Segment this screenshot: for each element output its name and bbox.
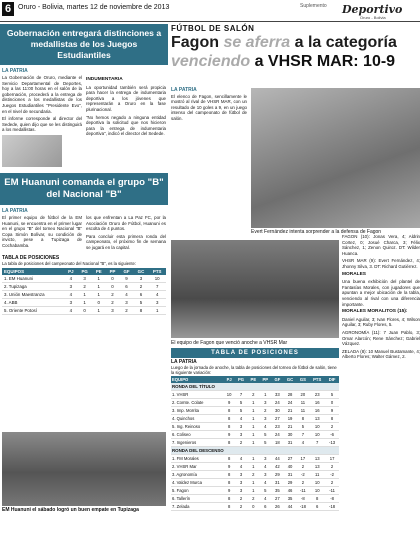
pos-header-cell: PTS	[309, 376, 325, 383]
table-cell: 46	[284, 487, 297, 495]
table-cell: 7. Zelada	[171, 503, 224, 511]
table-cell: 21	[284, 407, 297, 415]
table-cell: 4	[148, 290, 166, 298]
table-cell: 28	[284, 391, 297, 399]
table-cell: 27	[271, 415, 283, 423]
table-cell: -8	[297, 495, 310, 503]
table-cell: 20	[297, 391, 310, 399]
table-cell: 3. Agronomía	[171, 471, 224, 479]
table-cell: 3	[259, 415, 271, 423]
headline2-highlight: venciendo	[171, 53, 251, 70]
std-header-cell: PE	[92, 268, 106, 275]
table-cell: 6. Tallerín	[171, 495, 224, 503]
table-cell: 3	[259, 455, 271, 463]
table-cell: 1	[77, 290, 91, 298]
table-cell: 3	[235, 423, 248, 431]
table-cell: 5. Fagon	[171, 487, 224, 495]
table-cell: 0	[325, 399, 339, 407]
article3-tag: LA PATRIA	[171, 87, 197, 93]
table-cell: -2	[297, 471, 310, 479]
table-cell: 1. EM Huanuni	[2, 275, 64, 283]
table-cell: -18	[325, 503, 339, 511]
table-cell: 30	[284, 431, 297, 439]
table-cell: 5	[134, 298, 149, 306]
round-label: RONDA DEL TÍTULO	[171, 383, 339, 391]
table-cell: 2	[247, 471, 259, 479]
table-cell: -13	[325, 439, 339, 447]
table-row	[2, 306, 166, 314]
table-cell: 0	[106, 282, 120, 290]
morales-subhead: MORALES	[342, 271, 366, 277]
table-row	[171, 391, 339, 399]
table-cell: 3. Unión Maestranza	[2, 290, 64, 298]
std-header-cell: GC	[134, 268, 149, 275]
table-row	[171, 455, 339, 463]
table-cell: 16	[309, 399, 325, 407]
table-cell: 40	[284, 463, 297, 471]
table-cell: -11	[325, 487, 339, 495]
table-cell: 2. Tupizaga	[2, 282, 64, 290]
std-header-cell: PP	[106, 268, 120, 275]
table-cell: 4. ABB	[2, 298, 64, 306]
table-cell: 6	[119, 282, 133, 290]
table-cell: 24	[271, 431, 283, 439]
article1-photo	[2, 135, 62, 167]
table-cell: 2. Comte. Colate	[171, 399, 224, 407]
table-row	[171, 439, 339, 447]
table-cell: 1	[259, 391, 271, 399]
table-cell: 5	[297, 423, 310, 431]
table-cell: 5	[259, 431, 271, 439]
standings-right-tag: LA PATRIA	[171, 359, 197, 365]
table-cell: 0	[92, 298, 106, 306]
table-cell: 8	[134, 306, 149, 314]
headline-highlight: se aferra	[223, 34, 291, 51]
table-cell: 1	[247, 487, 259, 495]
table-cell: 3	[259, 399, 271, 407]
table-cell: 8	[224, 423, 235, 431]
table-cell: 44	[271, 455, 283, 463]
table-cell: 2	[297, 463, 310, 471]
table-cell: 27	[271, 495, 283, 503]
table-cell: 1	[247, 399, 259, 407]
table-cell: 4	[235, 463, 248, 471]
table-cell: 5	[235, 407, 248, 415]
table-cell: 10	[148, 275, 166, 283]
table-row	[171, 487, 339, 495]
table-cell: 8	[297, 415, 310, 423]
table-cell: 3. Imp. Morrita	[171, 407, 224, 415]
action-photo	[251, 88, 420, 228]
table-cell: 13	[309, 415, 325, 423]
table-cell: 10	[309, 423, 325, 431]
moralitos-lineup: Daniel Aguilar, 3; Ivan Flores, 4; Wilson Aguilar, 3; Ruby Flores, 5.	[342, 316, 420, 328]
table-row	[171, 471, 339, 479]
table-cell: 8	[224, 503, 235, 511]
table-cell: 4. Valdez Murca	[171, 479, 224, 487]
table-cell: 8	[224, 415, 235, 423]
table-cell: 4	[297, 439, 310, 447]
table-cell: 3	[235, 479, 248, 487]
table-cell: 1	[148, 306, 166, 314]
table-cell: -2	[325, 471, 339, 479]
dateline: Oruro - Bolivia, martes 12 de noviembre de 2013	[18, 4, 170, 11]
table-cell: 16	[309, 407, 325, 415]
table-cell: 5	[259, 439, 271, 447]
table-cell: 2	[106, 298, 120, 306]
article3-headline-line1	[171, 34, 420, 52]
table-cell: 1	[92, 290, 106, 298]
table-cell: 1	[247, 423, 259, 431]
table-cell: 1	[92, 275, 106, 283]
table-cell: 8	[325, 415, 339, 423]
table-cell: 31	[271, 479, 283, 487]
table-cell: 31	[284, 439, 297, 447]
article3-headline-line2	[171, 53, 420, 71]
table-cell: -18	[297, 503, 310, 511]
table-cell: 4	[64, 290, 77, 298]
table-cell: 5. Oriente Potosí	[2, 306, 64, 314]
table-cell: 23	[271, 423, 283, 431]
table-cell: 24	[284, 399, 297, 407]
table-cell: 5	[235, 399, 248, 407]
table-cell: 3	[235, 431, 248, 439]
std-header-cell: EQUIPOS	[2, 268, 64, 275]
table-cell: 5. Ing. Reinoso	[171, 423, 224, 431]
table-cell: 3	[64, 282, 77, 290]
article1-col2-p1: La oportunidad también será propicia para hacer la entrega de indumentaria deportiva a los jóvenes que representarán a Oruro en la fase plurinacional.	[86, 84, 166, 112]
table-cell: 11	[297, 399, 310, 407]
table-cell: 8	[224, 407, 235, 415]
huanuni-photo-caption: EM Huanuni el sábado logró un buen empate en Tupizaga	[2, 507, 139, 513]
table-cell: 4	[119, 290, 133, 298]
table-cell: 9	[224, 487, 235, 495]
table-cell: 17	[297, 455, 310, 463]
table-row	[171, 495, 339, 503]
table-cell: 24	[271, 399, 283, 407]
table-row	[171, 399, 339, 407]
table-cell: 3	[235, 471, 248, 479]
moralitos-subhead: MORALES MORALITOS (15):	[342, 309, 408, 315]
table-cell: 2	[247, 391, 259, 399]
table-cell: 29	[271, 471, 283, 479]
table-cell: 4	[259, 423, 271, 431]
table-cell: 8	[309, 495, 325, 503]
table-cell: 3	[259, 471, 271, 479]
table-cell: 0	[247, 503, 259, 511]
action-photo-caption: Evert Fernández intenta sorprender a la defensa de Fagon	[251, 229, 382, 235]
table-cell: 4	[259, 479, 271, 487]
table-cell: 1	[92, 282, 106, 290]
table-cell: 1	[77, 298, 91, 306]
table-cell: 31	[284, 471, 297, 479]
table-row	[2, 282, 166, 290]
table-cell: -6	[325, 431, 339, 439]
article1-headline: Gobernación entregará distinciones a medallistas de los Juegos Estudiantiles	[0, 24, 168, 65]
table-cell: 1	[247, 439, 259, 447]
table-cell: 2	[325, 479, 339, 487]
table-cell: 33	[271, 391, 283, 399]
table-cell: 4	[235, 415, 248, 423]
right-area	[171, 24, 420, 546]
table-cell: 8	[224, 495, 235, 503]
headline2-post: a VHSR MAR: 10-9	[250, 53, 396, 70]
table-cell: 29	[284, 479, 297, 487]
round-label: RONDA DEL DESCENSO	[171, 447, 339, 455]
table-cell: 2	[235, 439, 248, 447]
std-header-cell: PJ	[64, 268, 77, 275]
table-cell: -11	[297, 487, 310, 495]
table-cell: 2	[235, 503, 248, 511]
table-cell: 5	[325, 391, 339, 399]
pos-header-cell: GS	[297, 376, 310, 383]
table-cell: 4	[259, 463, 271, 471]
table-cell: 35	[284, 495, 297, 503]
table-row	[171, 503, 339, 511]
table-cell: 9	[224, 431, 235, 439]
table-cell: 7	[235, 391, 248, 399]
table-cell: 2	[77, 282, 91, 290]
table-cell: 30	[271, 407, 283, 415]
table-cell: 3	[134, 275, 149, 283]
article1-tag: LA PATRIA	[2, 68, 28, 74]
table-row	[2, 298, 166, 306]
table-row	[2, 275, 166, 283]
pos-header-cell: DIF	[325, 376, 339, 383]
article1-body	[0, 75, 168, 169]
table-cell: 26	[271, 503, 283, 511]
pos-header-cell: PG	[235, 376, 248, 383]
table-cell: 1	[247, 479, 259, 487]
lineup-vhsr: VHSR MAR (9): Evert Fernández, 4; Jhonny Silva, 3. DT: Richard Gutiérrez.	[342, 258, 420, 269]
std-header-cell: PTS	[148, 268, 166, 275]
section-label: FÚTBOL DE SALÓN	[171, 24, 255, 33]
table-cell: 35	[271, 487, 283, 495]
article1-col1-p1: La Gobernación de Oruro, mediante el Servicio Departamental de Deportes, hoy a las 11:00 horas en el salón de la gobernación, procederá a la entrega de distinciones a los medallistas de los Juegos Estudiantiles "Presidente Evo", en el nivel de secundaria.	[2, 75, 82, 114]
table-cell: 2	[247, 495, 259, 503]
table-cell: 8	[224, 479, 235, 487]
table-cell: 11	[297, 407, 310, 415]
table-row	[171, 479, 339, 487]
pos-header-cell: EQUIPO	[171, 376, 224, 383]
table-cell: 4	[259, 495, 271, 503]
table-cell: 2	[325, 463, 339, 471]
table-cell: 2	[235, 495, 248, 503]
pos-header-cell: GC	[284, 376, 297, 383]
table-cell: 19	[284, 415, 297, 423]
table-cell: 8	[224, 455, 235, 463]
standings-right-table	[171, 376, 339, 511]
standings-right-note: Luego de la jornada de anoche, la tabla de posiciones del torneo de fútbol de salón, tiene la siguiente variación:	[171, 365, 337, 375]
table-cell: 2. VHSR Mar	[171, 463, 224, 471]
table-cell: 9	[224, 399, 235, 407]
table-row	[171, 415, 339, 423]
table-cell: 1	[92, 306, 106, 314]
table-cell: 7. Ingenieros	[171, 439, 224, 447]
table-cell: 4	[235, 455, 248, 463]
table-cell: 3	[106, 306, 120, 314]
table-cell: 1	[247, 455, 259, 463]
table-row	[171, 431, 339, 439]
article2-tag: LA PATRIA	[2, 207, 28, 214]
table-cell: 9	[325, 407, 339, 415]
table-cell: 7	[148, 282, 166, 290]
article2-col1-p1: El primer equipo de fútbol de la EM Huanuni, se encuentra en el primer lugar en el grupo "B" del torneo Nacional "B" Copa Simón Bolívar, su condición de invicto, pese a Tupizaga de Cochabamba.	[2, 214, 82, 248]
table-cell: 2	[106, 290, 120, 298]
table-cell: 4	[64, 306, 77, 314]
table-row	[171, 423, 339, 431]
table-cell: 3	[119, 298, 133, 306]
agronomia-lineup: AGRONOMÍA (11): 7 Juan Pablo, 3; Omar Alarcón; Rene Sánchez; Gabriel Vázquez.	[342, 329, 420, 347]
article1-subhead: INDUMENTARIA	[86, 77, 123, 82]
table-cell: 2	[259, 407, 271, 415]
headline-post: a la categoría	[290, 34, 397, 51]
article2-col2-p2: Para concluir esta primera ronda del campeonato, el próximo fin de semana se jugará en la capital.	[86, 233, 166, 250]
table-cell: 2	[297, 479, 310, 487]
table-cell: 6	[259, 503, 271, 511]
table-cell: 3	[235, 487, 248, 495]
table-cell: 13	[309, 463, 325, 471]
table-cell: 21	[284, 423, 297, 431]
fagon-photo-caption: El equipo de Fagon que venció anoche a VHSR Mar	[171, 340, 288, 346]
table-cell: 11	[309, 471, 325, 479]
table-cell: 9	[119, 275, 133, 283]
table-cell: 1	[247, 431, 259, 439]
article2-body	[0, 215, 168, 253]
table-cell: 42	[271, 463, 283, 471]
pos-header-cell: PP	[259, 376, 271, 383]
logo-small-text: Suplemento	[300, 3, 327, 9]
pos-header-cell: PJ	[224, 376, 235, 383]
table-cell: 8	[224, 439, 235, 447]
table-cell: 7	[297, 431, 310, 439]
table-cell: 3	[77, 275, 91, 283]
std-header-cell: PG	[77, 268, 91, 275]
table-cell: 0	[77, 306, 91, 314]
standings-right	[171, 358, 339, 511]
page-header	[0, 0, 420, 22]
standings-left-title: TABLA DE POSICIONES	[2, 254, 60, 261]
table-cell: 2	[325, 423, 339, 431]
table-cell: 4. Quinchos	[171, 415, 224, 423]
table-cell: 6	[134, 290, 149, 298]
table-row	[2, 290, 166, 298]
table-cell: -8	[325, 495, 339, 503]
table-cell: 10	[224, 391, 235, 399]
table-cell: 6	[309, 503, 325, 511]
std-header-cell: GF	[119, 268, 133, 275]
table-cell: 9	[224, 463, 235, 471]
huanuni-team-photo	[2, 432, 166, 506]
table-row	[171, 407, 339, 415]
table-cell: 17	[325, 455, 339, 463]
logo-subtitle: Oruro - Bolivia	[360, 15, 386, 20]
table-cell: 0	[106, 275, 120, 283]
pos-header-cell: PE	[247, 376, 259, 383]
table-cell: 4	[64, 275, 77, 283]
lineups-column	[342, 234, 420, 362]
page-number: 6	[2, 2, 14, 16]
table-cell: 10	[309, 487, 325, 495]
morales-paragraph: Una buena exhibición del plantel de Fantasías Morales, con jugadores que apuntan a mejor ubicación de la tabla, venciendo al rival con una diferencia importante.	[342, 279, 420, 307]
zelada-lineup: ZELADA (8): 10 Manuel Bustamante, 4; Alberto Flores; Walter Gámez, 2.	[342, 348, 420, 360]
pos-header-cell: GF	[271, 376, 283, 383]
article1-col1-p2: El informe corresponde al director del Sedede, quien dijo que se les distinguirá a los medallistas.	[2, 116, 82, 133]
table-cell: 18	[271, 439, 283, 447]
article1-col2-p2: "No hemos negado a ninguna entidad deportiva la solicitud que nos hicieron para la entrega de indumentaria deportiva", indicó el director del Sedede.	[86, 114, 166, 137]
table-cell: 13	[309, 455, 325, 463]
table-cell: 1	[247, 407, 259, 415]
table-cell: 10	[309, 479, 325, 487]
publication-logo: Deportivo	[342, 3, 403, 16]
table-cell: 1. VHSR	[171, 391, 224, 399]
article3-body-text: El elenco de Fagon, sencillamente le mostró al rival de VHSR MAR, con un resultado de 10 goles a 9, en un juego intenso del campeonato de fútbol de salón.	[171, 93, 247, 121]
article3-body	[171, 88, 247, 122]
table-cell: 7	[309, 439, 325, 447]
table-cell: 5	[259, 487, 271, 495]
article2-headline: EM Huanuni comanda el grupo "B" del Nacional "B"	[0, 173, 168, 205]
table-cell: 8	[224, 471, 235, 479]
table-cell: 1	[247, 463, 259, 471]
table-cell: 23	[309, 391, 325, 399]
article2-col2-p1: los que enfrentan a La Paz FC, por la Asociación Oruro de Fútbol, Huanuni es escolta de 4 puntos.	[86, 214, 166, 232]
table-cell: 27	[284, 455, 297, 463]
standings-left-note: La tabla de posiciones del campeonato del Nacional "B", es la siguiente:	[2, 260, 137, 266]
table-cell: 1. FM Morales	[171, 455, 224, 463]
table-cell: 1	[247, 415, 259, 423]
table-cell: 2	[134, 282, 149, 290]
table-cell: 2	[119, 306, 133, 314]
headline-pre: Fagon	[171, 34, 224, 51]
table-cell: 44	[284, 503, 297, 511]
standings-left-table	[2, 268, 166, 315]
lineup-fagon: FAGON (10): Jonas Vera, 4; Aldrin Cortez, 0; Josué Charca, 3; Félix Sánchez, 1; Zenon Quiroz. DT: Wilder Huanca.	[342, 234, 420, 256]
fagon-team-photo	[171, 240, 339, 338]
table-cell: 3	[64, 298, 77, 306]
table-cell: 10	[309, 431, 325, 439]
table-cell: 3	[148, 298, 166, 306]
table-row	[171, 463, 339, 471]
standings-right-header: TABLA DE POSICIONES	[171, 348, 339, 358]
table-cell: 6. Coliseo	[171, 431, 224, 439]
